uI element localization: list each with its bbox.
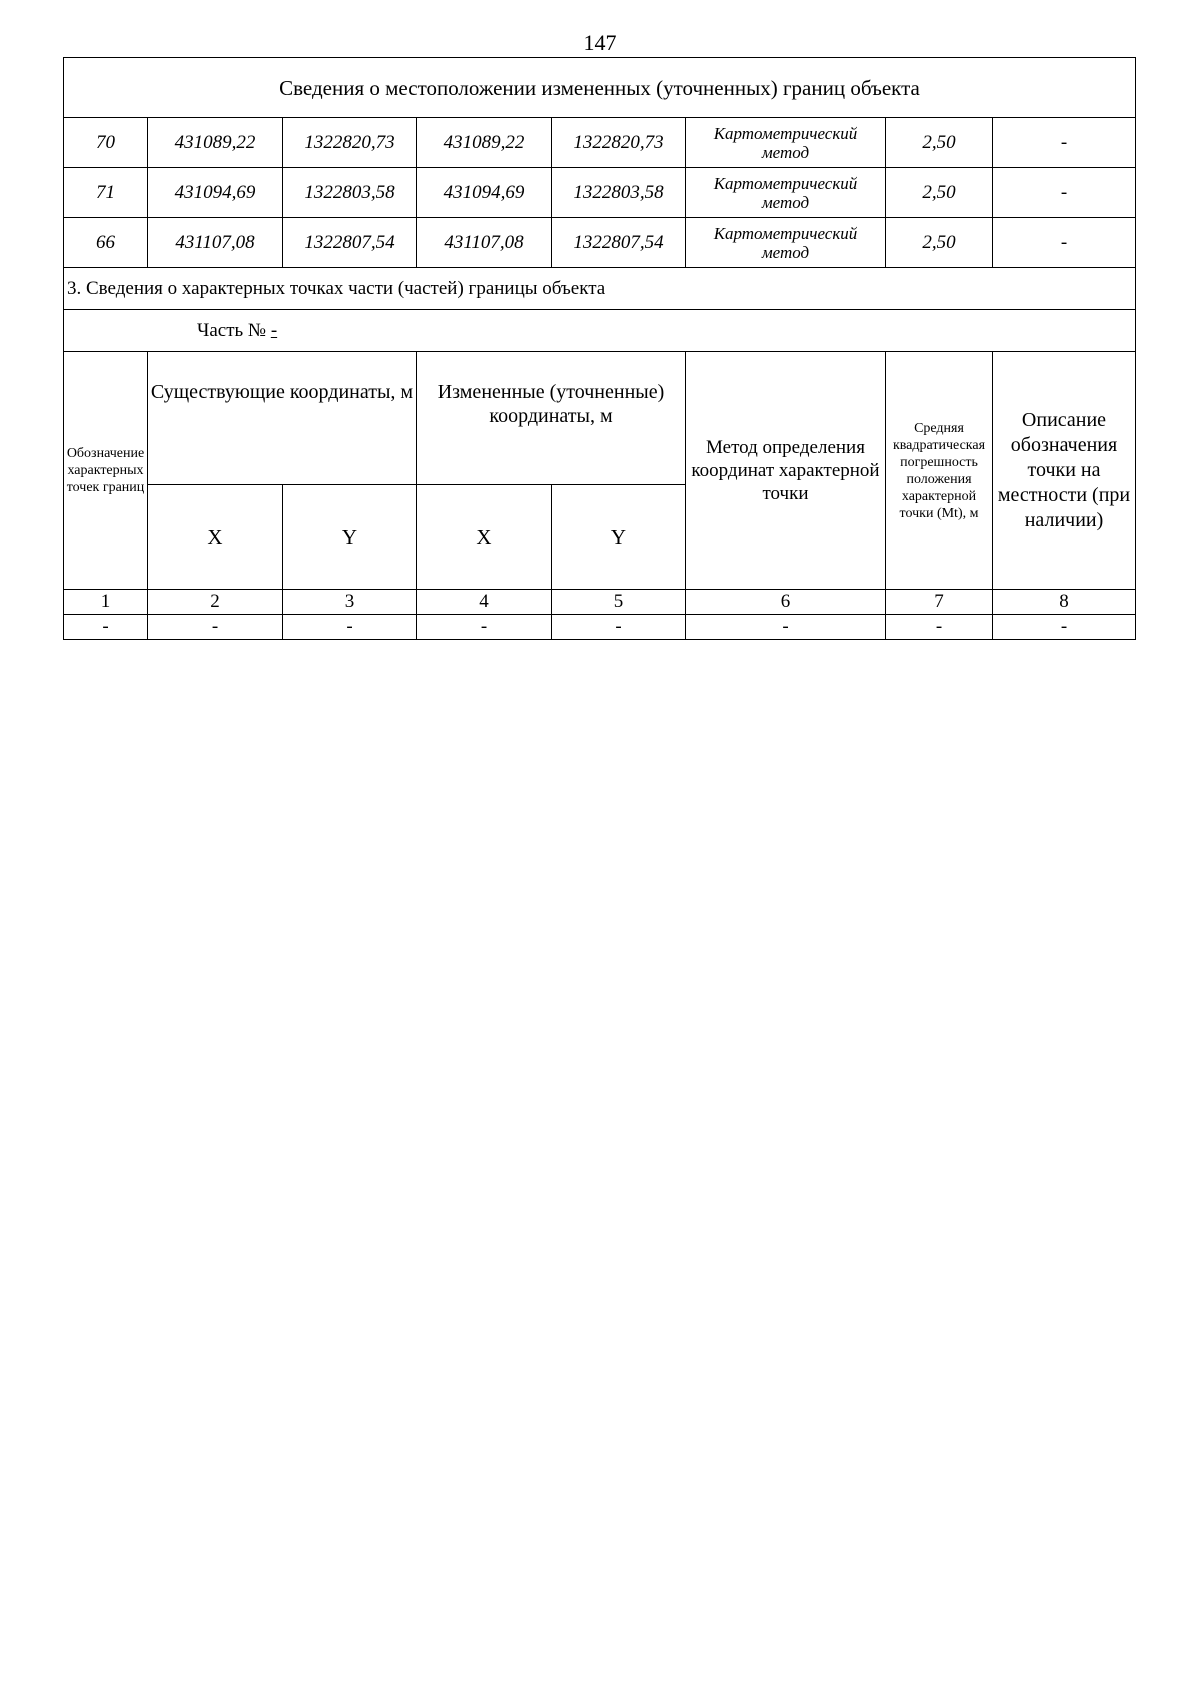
column-number: 8 [993, 590, 1136, 615]
column-number: 3 [283, 590, 417, 615]
y-existing-cell: 1322803,58 [283, 168, 417, 218]
column-number: 2 [148, 590, 283, 615]
error-cell: 2,50 [886, 118, 993, 168]
column-number: 7 [886, 590, 993, 615]
table-row [64, 615, 1136, 640]
point-cell: 71 [64, 168, 148, 218]
y-changed-cell: 1322803,58 [552, 168, 686, 218]
table-row [64, 218, 1136, 268]
table-row [64, 168, 1136, 218]
header-description: Описание обозначения точки на местности (при наличии) [993, 352, 1136, 590]
part-value: - [270, 319, 278, 341]
y-changed-cell: 1322820,73 [552, 118, 686, 168]
empty-cell: - [993, 615, 1136, 640]
point-cell: 66 [64, 218, 148, 268]
point-cell: 70 [64, 118, 148, 168]
empty-cell: - [417, 615, 552, 640]
y-changed-cell: 1322807,54 [552, 218, 686, 268]
header-point-designation: Обозначение характерных точек границ [64, 352, 148, 590]
description-cell: - [993, 218, 1136, 268]
column-number: 5 [552, 590, 686, 615]
header-y-changed: Y [552, 485, 686, 590]
empty-cell: - [283, 615, 417, 640]
header-method: Метод определения координат характерной точки [686, 352, 886, 590]
description-cell: - [993, 168, 1136, 218]
boundary-table-title: Сведения о местоположении измененных (уточненных) границ объекта [64, 58, 1136, 118]
description-cell: - [993, 118, 1136, 168]
error-cell: 2,50 [886, 168, 993, 218]
column-number: 6 [686, 590, 886, 615]
method-cell: Картометрический метод [686, 118, 886, 168]
x-existing-cell: 431107,08 [148, 218, 283, 268]
empty-cell: - [552, 615, 686, 640]
header-x-existing: X [148, 485, 283, 590]
column-number-row [64, 590, 1136, 615]
table-row [64, 118, 1136, 168]
page-number: 147 [583, 30, 617, 55]
x-changed-cell: 431107,08 [417, 218, 552, 268]
empty-cell: - [886, 615, 993, 640]
x-existing-cell: 431094,69 [148, 168, 283, 218]
boundary-table [63, 57, 1136, 640]
empty-cell: - [686, 615, 886, 640]
section-3-title: 3. Сведения о характерных точках части (частей) границы объекта [64, 268, 1136, 310]
method-cell: Картометрический метод [686, 218, 886, 268]
method-cell: Картометрический метод [686, 168, 886, 218]
header-mean-error: Средняя квадратическая погрешность положения характерной точки (Mt), м [886, 352, 993, 590]
header-existing-coords: Существующие координаты, м [148, 352, 417, 485]
column-number: 4 [417, 590, 552, 615]
y-existing-cell: 1322820,73 [283, 118, 417, 168]
header-y-existing: Y [283, 485, 417, 590]
x-changed-cell: 431094,69 [417, 168, 552, 218]
empty-cell: - [148, 615, 283, 640]
header-x-changed: X [417, 485, 552, 590]
x-changed-cell: 431089,22 [417, 118, 552, 168]
y-existing-cell: 1322807,54 [283, 218, 417, 268]
column-number: 1 [64, 590, 148, 615]
part-number-line [64, 310, 1136, 352]
empty-cell: - [64, 615, 148, 640]
error-cell: 2,50 [886, 218, 993, 268]
x-existing-cell: 431089,22 [148, 118, 283, 168]
part-label: Часть № [197, 319, 267, 341]
header-row [64, 352, 1136, 485]
header-changed-coords: Измененные (уточненные) координаты, м [417, 352, 686, 485]
